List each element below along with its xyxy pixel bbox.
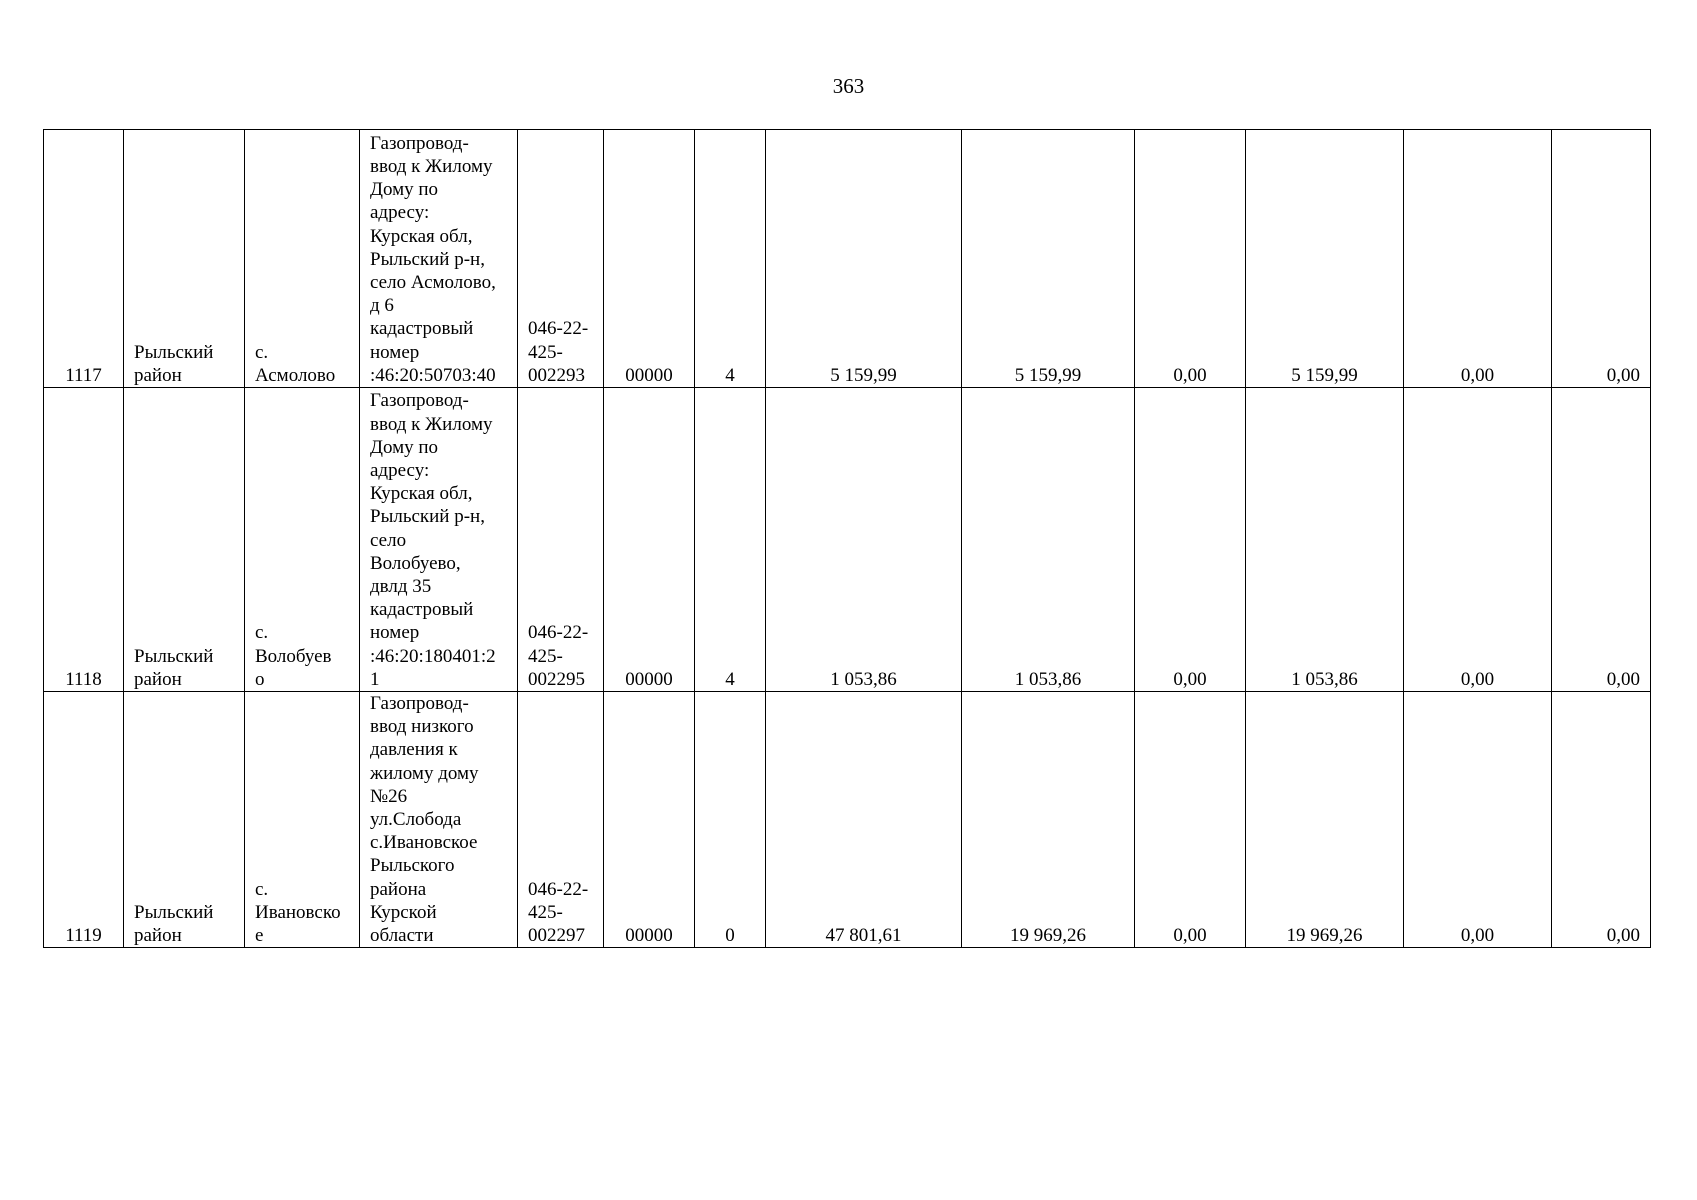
row-number: 1118 [44,388,124,692]
description-cell: Газопровод- ввод к Жилому Дому по адресу: Курская обл, Рыльский р-н, село Волобуево, двлд 35 кадастровый номер :46:20:180401:2 1 [360,388,518,692]
district-cell: Рыльский район [124,692,245,948]
value2-cell: 19 969,26 [962,692,1135,948]
value1-cell: 5 159,99 [766,130,962,388]
row-number: 1117 [44,130,124,388]
kind-cell: 00000 [604,130,695,388]
description-cell: Газопровод- ввод низкого давления к жилому дому №26 ул.Слобода с.Ивановское Рыльского района Курской области [360,692,518,948]
table-row [44,388,1651,692]
value4-cell: 1 053,86 [1246,388,1404,692]
value3-cell: 0,00 [1135,692,1246,948]
value6-cell: 0,00 [1552,692,1651,948]
district-cell: Рыльский район [124,388,245,692]
value1-cell: 1 053,86 [766,388,962,692]
registry-table [43,129,1651,948]
row-number: 1119 [44,692,124,948]
table-row [44,692,1651,948]
locality-cell: с. Ивановско е [245,692,360,948]
value2-cell: 5 159,99 [962,130,1135,388]
value2-cell: 1 053,86 [962,388,1135,692]
value6-cell: 0,00 [1552,130,1651,388]
value1-cell: 47 801,61 [766,692,962,948]
code-cell: 046-22- 425- 002297 [518,692,604,948]
table-row [44,130,1651,388]
group-cell: 4 [695,388,766,692]
value4-cell: 19 969,26 [1246,692,1404,948]
value6-cell: 0,00 [1552,388,1651,692]
locality-cell: с. Волобуев о [245,388,360,692]
value5-cell: 0,00 [1404,692,1552,948]
group-cell: 4 [695,130,766,388]
locality-cell: с. Асмолово [245,130,360,388]
value3-cell: 0,00 [1135,388,1246,692]
code-cell: 046-22- 425- 002293 [518,130,604,388]
value5-cell: 0,00 [1404,388,1552,692]
value5-cell: 0,00 [1404,130,1552,388]
group-cell: 0 [695,692,766,948]
kind-cell: 00000 [604,692,695,948]
description-cell: Газопровод- ввод к Жилому Дому по адресу: Курская обл, Рыльский р-н, село Асмолово, д 6 кадастровый номер :46:20:50703:40 [360,130,518,388]
value3-cell: 0,00 [1135,130,1246,388]
district-cell: Рыльский район [124,130,245,388]
value4-cell: 5 159,99 [1246,130,1404,388]
kind-cell: 00000 [604,388,695,692]
code-cell: 046-22- 425- 002295 [518,388,604,692]
page-number: 363 [832,74,865,98]
